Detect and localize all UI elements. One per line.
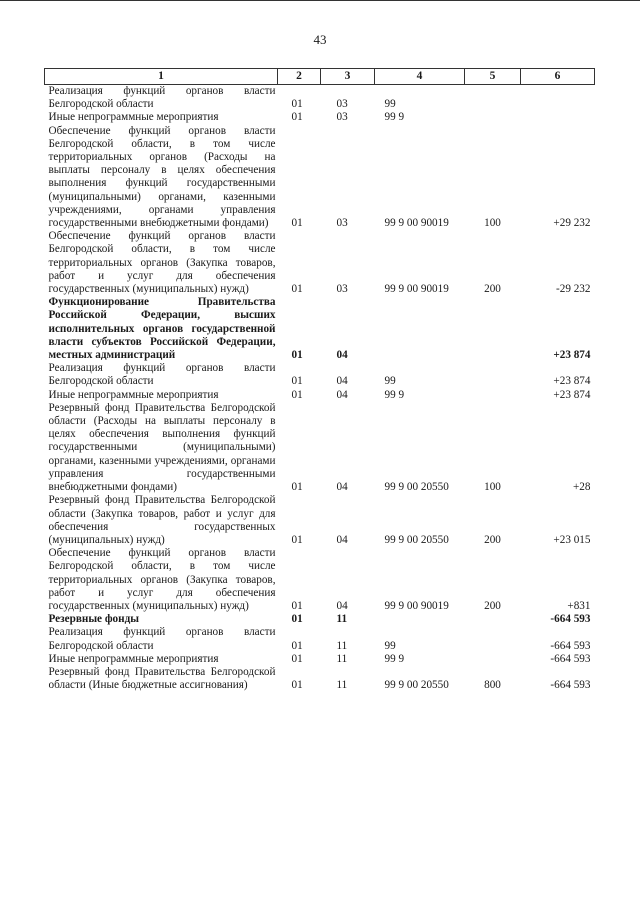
row-target-article (375, 296, 465, 362)
row-subsection-code: 03 (336, 111, 348, 124)
row-subsection-code: 04 (336, 388, 348, 401)
row-name: Реализация функций органов власти Белгородской области (48, 85, 276, 111)
row-amount (521, 111, 595, 124)
row-name: Обеспечение функций органов власти Белгородской области, в том числе территориальных органов (Закупка товаров, работ и услуг для обеспечения государственных (муниципальных) нужд) (48, 230, 276, 296)
table-header (45, 69, 595, 85)
row-target-article: 99 9 00 90019 (384, 283, 449, 296)
row-subsection-code: 03 (336, 283, 348, 296)
row-amount: +23 874 (553, 388, 591, 401)
row-target-article: 99 9 00 20550 (384, 533, 449, 546)
row-section-code: 01 (291, 599, 303, 612)
row-section-code: 01 (291, 481, 303, 494)
row-subsection-code: 04 (336, 533, 348, 546)
column-header-6: 6 (521, 69, 595, 85)
row-subsection-code: 11 (336, 613, 348, 626)
row-subsection-code: 04 (336, 599, 348, 612)
row-target-article: 99 9 00 90019 (384, 217, 449, 230)
row-name: Резервные фонды (48, 613, 139, 626)
row-name: Обеспечение функций органов власти Белгородской области, в том числе территориальных органов (Закупка товаров, работ и услуг для обеспечения государственных (муниципальных) нужд) (48, 547, 276, 612)
table-row (45, 626, 595, 652)
row-subsection-code: 03 (336, 217, 348, 230)
row-target-article: 99 9 (384, 388, 405, 401)
row-amount: -664 593 (550, 613, 591, 626)
row-expense-type: 800 (484, 679, 501, 692)
row-amount: +831 (567, 599, 591, 612)
row-target-article: 99 (384, 98, 396, 111)
row-expense-type (465, 362, 521, 388)
row-amount: -664 593 (550, 679, 591, 692)
row-subsection-code: 03 (336, 98, 348, 111)
row-amount: +23 015 (553, 533, 591, 546)
row-subsection-code: 11 (336, 639, 348, 652)
row-expense-type (465, 85, 521, 112)
row-section-code: 01 (291, 613, 303, 626)
table-row (45, 125, 595, 231)
row-target-article: 99 (384, 375, 396, 388)
row-target-article: 99 9 (384, 111, 405, 124)
row-section-code: 01 (291, 283, 303, 296)
top-rule (0, 0, 640, 1)
row-section-code: 01 (291, 98, 303, 111)
table-row-section (45, 613, 595, 626)
row-name: Реализация функций органов власти Белгородской области (48, 626, 276, 652)
row-name: Реализация функций органов власти Белгородской области (48, 362, 276, 388)
table-row-section (45, 296, 595, 362)
table-row (45, 494, 595, 547)
budget-table (44, 68, 595, 692)
header-row (45, 69, 595, 85)
table-row (45, 653, 595, 666)
row-expense-type: 200 (484, 599, 501, 612)
table-row (45, 362, 595, 388)
row-expense-type (465, 626, 521, 652)
row-expense-type: 200 (484, 533, 501, 546)
row-section-code: 01 (291, 217, 303, 230)
row-name: Функционирование Правительства Российской Федерации, высших исполнительных органов государственной власти субъектов Российской Федерации, местных администраций (48, 296, 276, 362)
table-row (45, 402, 595, 494)
column-header-3: 3 (321, 69, 375, 85)
table-row (45, 666, 595, 692)
row-expense-type: 100 (484, 217, 501, 230)
row-section-code: 01 (291, 679, 303, 692)
row-name: Иные непрограммные мероприятия (48, 652, 219, 665)
row-expense-type (465, 613, 521, 626)
row-expense-type (465, 111, 521, 124)
row-target-article (375, 613, 465, 626)
row-section-code: 01 (291, 639, 303, 652)
row-target-article: 99 9 (384, 652, 405, 665)
row-expense-type (465, 389, 521, 402)
row-name: Иные непрограммные мероприятия (48, 111, 219, 124)
row-section-code: 01 (291, 111, 303, 124)
row-name: Резервный фонд Правительства Белгородской области (Расходы на выплаты персоналу в целях обеспечения выполнения функций государственными (муниципальными) органами, казенными учреждениями, органами управления государственными внебюджетными фондами) (48, 401, 276, 494)
row-name: Резервный фонд Правительства Белгородской области (Закупка товаров, работ и услуг для обеспечения государственных (муниципальных) нужд) (48, 494, 276, 546)
row-expense-type: 200 (484, 283, 501, 296)
table-row (45, 230, 595, 296)
table-row (45, 389, 595, 402)
row-target-article: 99 9 00 20550 (384, 679, 449, 692)
row-section-code: 01 (291, 375, 303, 388)
row-amount (521, 85, 595, 112)
row-name: Иные непрограммные мероприятия (48, 388, 219, 401)
row-expense-type (465, 296, 521, 362)
table-row (45, 547, 595, 613)
row-target-article: 99 9 00 90019 (384, 599, 449, 612)
row-amount: -664 593 (550, 639, 591, 652)
row-subsection-code: 04 (336, 349, 348, 362)
table-row (45, 111, 595, 124)
table-row (45, 85, 595, 112)
column-header-5: 5 (465, 69, 521, 85)
row-name: Резервный фонд Правительства Белгородской области (Иные бюджетные ассигнования) (48, 665, 276, 692)
row-name: Обеспечение функций органов власти Белгородской области, в том числе территориальных органов (Расходы на выплаты персоналу в целях обеспечения выполнения функций государственными (муниципальными) органами, казенными учреждениями, органами управления государственными внебюджетными фондами) (48, 124, 276, 230)
row-amount: +23 874 (553, 375, 591, 388)
column-header-4: 4 (375, 69, 465, 85)
row-target-article: 99 9 00 20550 (384, 481, 449, 494)
row-amount: -664 593 (550, 652, 591, 665)
row-subsection-code: 11 (336, 652, 348, 665)
row-subsection-code: 04 (336, 375, 348, 388)
row-subsection-code: 11 (336, 679, 348, 692)
row-section-code: 01 (291, 652, 303, 665)
row-amount: -29 232 (556, 283, 591, 296)
row-amount: +23 874 (553, 349, 591, 362)
table-body (45, 85, 595, 693)
row-subsection-code: 04 (336, 481, 348, 494)
page-number: 43 (313, 32, 327, 47)
row-expense-type: 100 (484, 481, 501, 494)
column-header-2: 2 (278, 69, 321, 85)
row-section-code: 01 (291, 533, 303, 546)
row-amount: +29 232 (553, 217, 591, 230)
row-expense-type (465, 653, 521, 666)
row-section-code: 01 (291, 388, 303, 401)
row-target-article: 99 (384, 639, 396, 652)
row-section-code: 01 (291, 349, 303, 362)
column-header-1: 1 (45, 69, 278, 85)
row-amount: +28 (573, 481, 591, 494)
